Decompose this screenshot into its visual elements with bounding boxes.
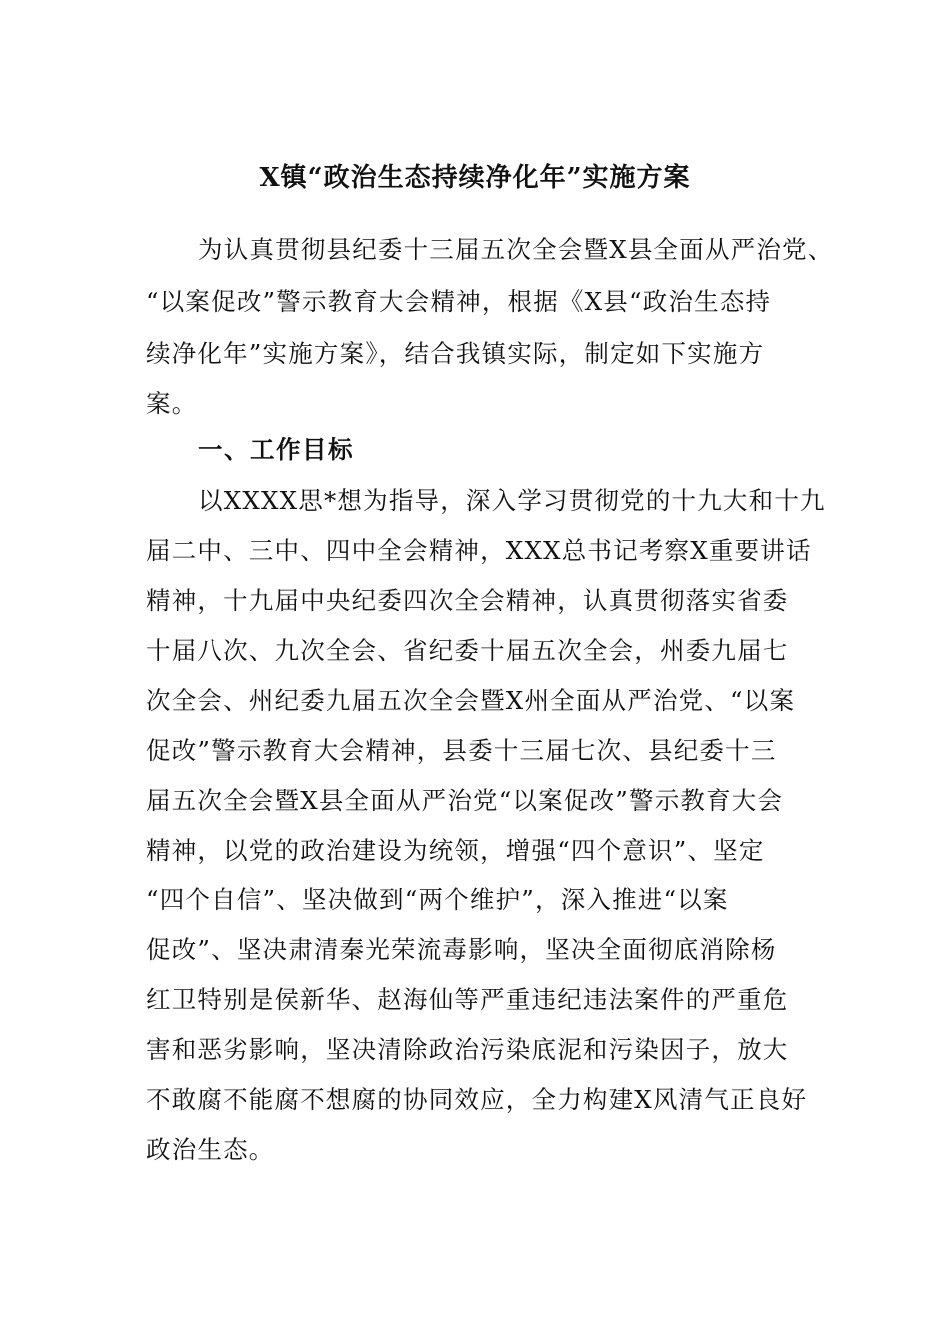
body-line-3: 精神，十九届中央纪委四次全会精神，认真贯彻落实省委	[146, 586, 789, 615]
body-line-6: 促改”警示教育大会精神，县委十三届七次、县纪委十三	[146, 736, 777, 765]
body-line-7: 届五次全会暨X县全面从严治党“以案促改”警示教育大会	[146, 786, 784, 815]
body-line-10: 促改”、坚决肃清秦光荣流毒影响，坚决全面彻底消除杨	[146, 935, 777, 964]
intro-line-4: 案。	[146, 389, 198, 418]
intro-line-1: 为认真贯彻县纪委十三届五次全会暨X县全面从严治党、	[198, 235, 834, 264]
body-line-12: 害和恶劣影响，坚决清除政治污染底泥和污染因子，放大	[146, 1035, 789, 1064]
body-line-13: 不敢腐不能腐不想腐的协同效应，全力构建X风清气正良好	[146, 1085, 808, 1114]
body-line-9: “四个自信”、坚决做到“两个维护”，深入推进“以案	[146, 885, 729, 914]
section-heading: 一、工作目标	[198, 435, 354, 464]
body-line-8: 精神，以党的政治建设为统领，增强“四个意识”、坚定	[146, 836, 765, 865]
body-line-4: 十届八次、九次全会、省纪委十届五次全会，州委九届七	[146, 636, 789, 665]
body-line-14: 政治生态。	[146, 1135, 275, 1164]
document-title: X镇“政治生态持续净化年”实施方案	[259, 163, 691, 193]
body-line-2: 届二中、三中、四中全会精神，XXX总书记考察X重要讲话	[146, 536, 812, 565]
body-line-5: 次全会、州纪委九届五次全会暨X州全面从严治党、“以案	[146, 686, 796, 715]
body-line-1: 以XXXX思*想为指导，深入学习贯彻党的十九大和十九	[198, 486, 826, 515]
body-line-11: 红卫特别是侯新华、赵海仙等严重违纪违法案件的严重危	[146, 985, 789, 1014]
intro-line-3: 续净化年”实施方案》，结合我镇实际，制定如下实施方	[146, 339, 765, 368]
intro-line-2: “以案促改”警示教育大会精神，根据《X县“政治生态持	[146, 287, 772, 316]
